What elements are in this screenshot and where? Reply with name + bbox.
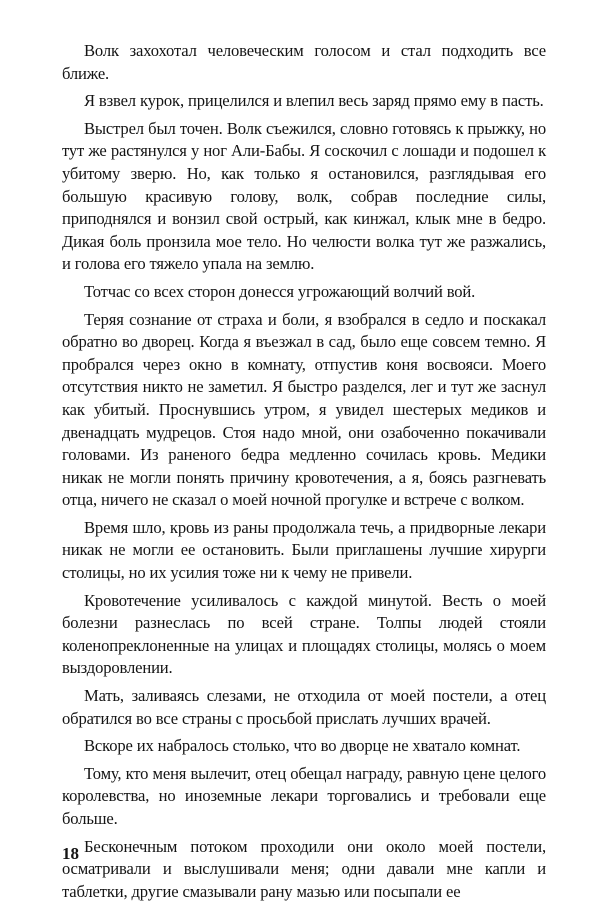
paragraph-10: Тому, кто меня вылечит, отец обещал награду, равную цене целого королевства, но иноземные лекари торговались и требовали еще больше. — [62, 763, 546, 828]
page-number: 18 — [62, 844, 79, 863]
paragraph-7: Кровотечение усиливалось с каждой минутой. Весть о моей болезни разнеслась по всей стране. Толпы людей стояли коленопреклоненные на улицах и площадях столицы, молясь о моем выздоровлении. — [62, 590, 546, 678]
paragraph-5: Теряя сознание от страха и боли, я взобрался в седло и поскакал обратно во дворец. Когда я въезжал в сад, было еще совсем темно. Я пробрался через окно в комнату, отпустив коня восвояси. Моего отсутствия никто не заметил. Я быстро разделся, лег и тут же заснул как убитый. Проснувшись утром, я увидел шестерых медиков и двенадцать мудрецов. Стоя надо мной, они озабоченно покачивали головами. Из раненого бедра медленно сочилась кровь. Медики никак не могли понять причину кровотечения, а я, боясь разгневать отца, ничего не сказал о моей ночной прогулке и встрече с волком. — [62, 309, 546, 510]
paragraph-3: Выстрел был точен. Волк съежился, словно готовясь к прыжку, но тут же растянулся у ног Али-Бабы. Я соскочил с лошади и подошел к убитому зверю. Но, как только я остановился, разглядывая его большую красивую голову, волк, собрав последние силы, приподнялся и вонзил свой острый, как кинжал, клык мне в бедро. Дикая боль пронзила мое тело. Но челюсти волка тут же разжались, и голова его тяжело упала на землю. — [62, 118, 546, 274]
paragraph-1: Волк захохотал человеческим голосом и стал подходить все ближе. — [62, 41, 546, 83]
book-page — [62, 40, 546, 901]
paragraph-9: Вскоре их набралось столько, что во дворце не хватало комнат. — [84, 736, 521, 756]
paragraph-2: Я взвел курок, прицелился и влепил весь заряд прямо ему в пасть. — [84, 91, 544, 111]
paragraph-11: Бесконечным потоком проходили они около моей постели, осматривали и выслушивали меня; одни давали мне капли и таблетки, другие смазывали рану мазью или посыпали ее — [62, 836, 546, 901]
paragraph-6: Время шло, кровь из раны продолжала течь, а придворные лекари никак не могли ее остановить. Были приглашены лучшие хирурги столицы, но их усилия тоже ни к чему не привели. — [62, 517, 546, 583]
paragraph-8: Мать, заливаясь слезами, не отходила от моей постели, а отец обратился во все страны с просьбой прислать лучших врачей. — [62, 686, 546, 728]
paragraph-4: Тотчас со всех сторон донесся угрожающий волчий вой. — [84, 281, 476, 301]
